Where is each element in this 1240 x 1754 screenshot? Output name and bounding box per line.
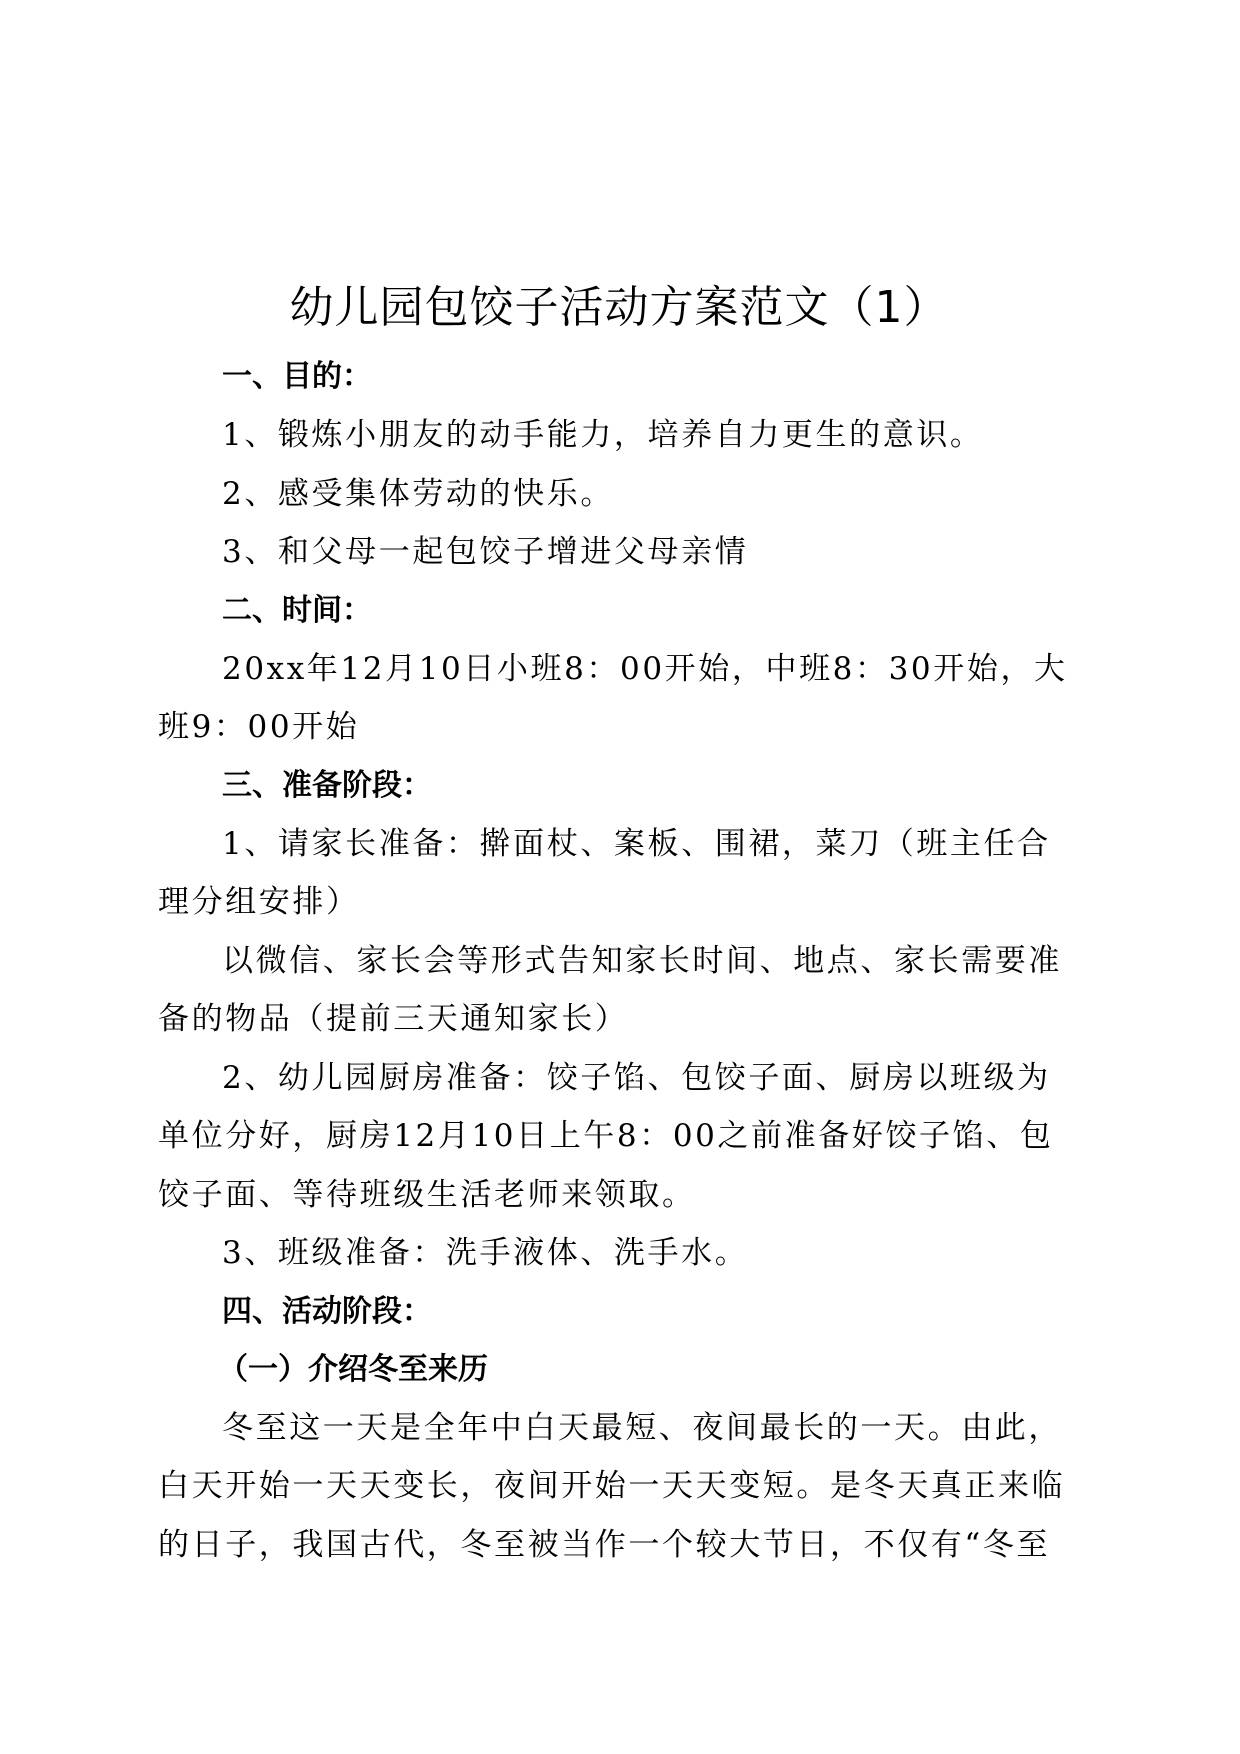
paragraph-prep-2: 2、幼儿园厨房准备：饺子馅、包饺子面、厨房以班级为单位分好，厨房12月10日上午8：00之前准备好饺子馅、包饺子面、等待班级生活老师来领取。 [158,1059,1054,1213]
section-heading-goal: 一、目的： [222,359,372,394]
subsection-heading-winter-solstice: （一）介绍冬至来历 [218,1351,488,1387]
paragraph-prep-3: 3、班级准备：洗手液体、洗手水。 [222,1235,749,1271]
paragraph-goal-1: 1、锻炼小朋友的动手能力，培养自力更生的意识。 [222,417,984,453]
section-heading-activity: 四、活动阶段： [222,1293,432,1329]
paragraph-prep-notice: 以微信、家长会等形式告知家长时间、地点、家长需要准备的物品（提前三天通知家长） [158,942,1062,1037]
paragraph-activity: 冬至这一天是全年中白天最短、夜间最长的一天。由此，白天开始一天天变长，夜间开始一天天变短。是冬天真正来临的日子，我国古代，冬至被当作一个较大节日，不仅有“冬至 [158,1409,1066,1563]
section-heading-preparation: 三、准备阶段： [222,767,432,803]
paragraph-goal-3: 3、和父母一起包饺子增进父母亲情 [222,534,749,570]
paragraph-time: 20xx年12月10日小班8：00开始，中班8：30开始，大班9：00开始 [158,650,1068,745]
paragraph-goal-2: 2、感受集体劳动的快乐。 [222,475,614,512]
document-title: 幼儿园包饺子活动方案范文（1） [289,282,949,333]
section-heading-time: 二、时间： [222,592,372,628]
document-body [158,268,1080,1574]
paragraph-prep-1: 1、请家长准备：擀面杖、案板、围裙，菜刀（班主任合理分组安排） [158,825,1051,920]
